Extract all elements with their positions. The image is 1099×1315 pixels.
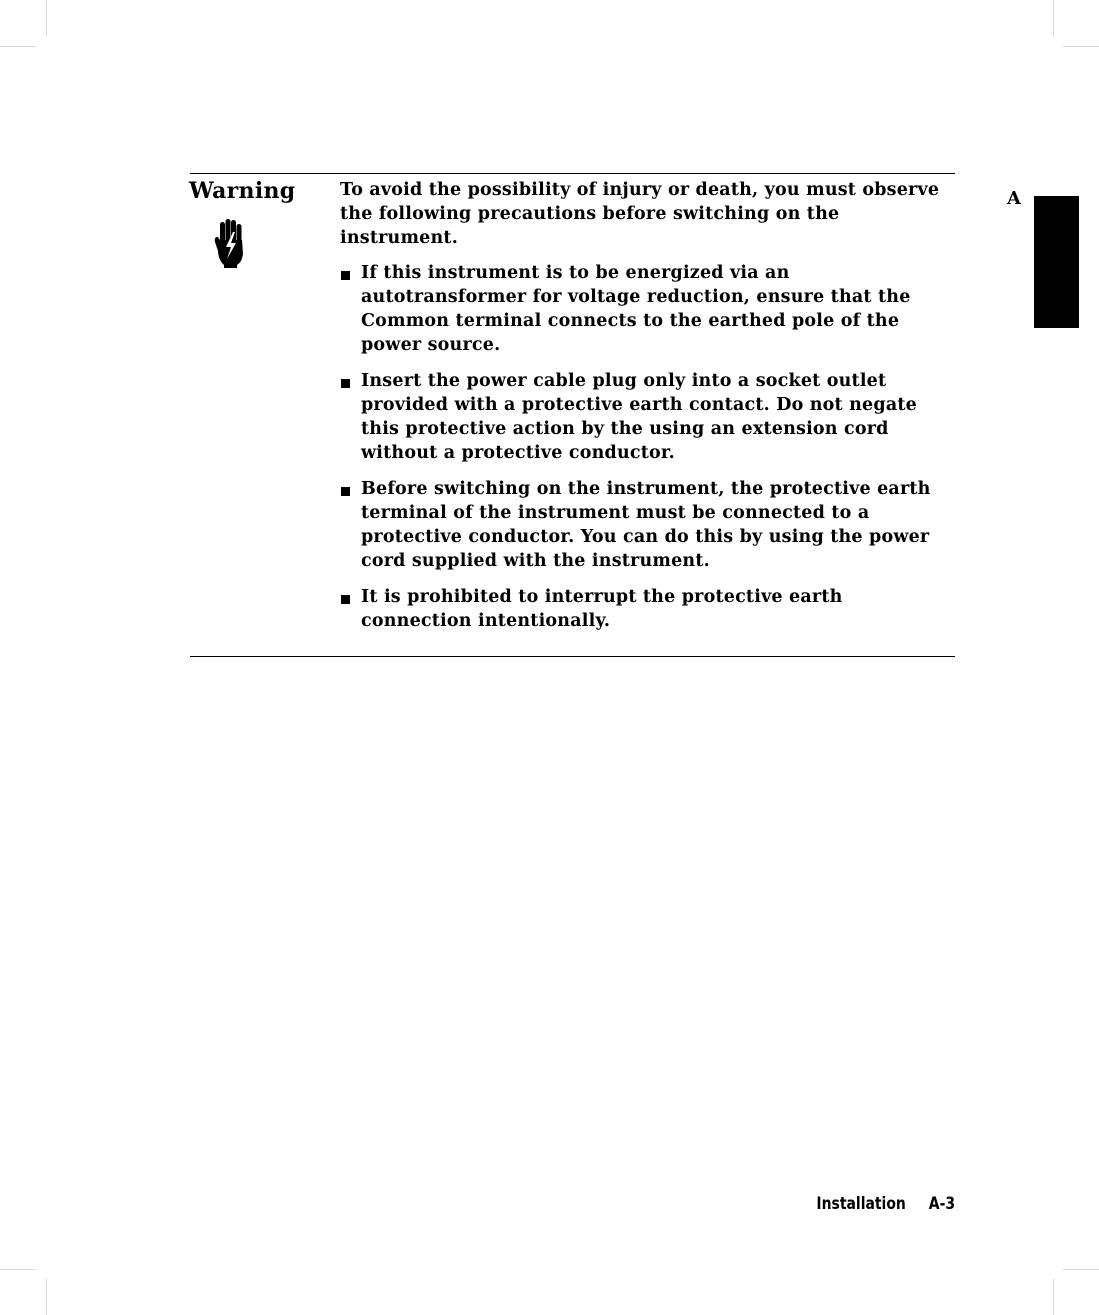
- list-item-text: Insert the power cable plug only into a socket outlet provided with a protective earth contact. Do not negate this protective action by the using an extension cord without a protective conductor.: [361, 371, 917, 463]
- crop-mark: [0, 46, 36, 47]
- list-item: [340, 585, 950, 633]
- list-item: [340, 261, 950, 357]
- precaution-list: [340, 261, 950, 633]
- crop-mark: [1063, 46, 1099, 47]
- square-bullet-icon: [341, 487, 350, 496]
- warning-intro: To avoid the possibility of injury or death, you must observe the following precautions before switching on the instrument.: [340, 180, 940, 248]
- crop-mark: [46, 1279, 47, 1315]
- hand-warning-icon: [213, 218, 249, 270]
- footer-section: Installation: [816, 1194, 906, 1214]
- square-bullet-icon: [341, 595, 350, 604]
- list-item: [340, 369, 950, 465]
- list-item-text: If this instrument is to be energized via an autotransformer for voltage reduction, ensure that the Common terminal connects to the earthed pole of the power source.: [361, 263, 911, 355]
- page-footer: [816, 1194, 955, 1214]
- section-tab-marker: [1034, 196, 1079, 328]
- warning-body: [340, 178, 950, 645]
- crop-mark: [46, 0, 47, 36]
- square-bullet-icon: [341, 271, 350, 280]
- section-tab-letter: A: [1007, 188, 1021, 209]
- list-item: [340, 477, 950, 573]
- bottom-rule: [190, 656, 955, 657]
- page-number: A-3: [928, 1194, 955, 1214]
- square-bullet-icon: [341, 379, 350, 388]
- crop-mark: [1053, 1279, 1054, 1315]
- crop-mark: [0, 1269, 36, 1270]
- list-item-text: Before switching on the instrument, the protective earth terminal of the instrument must be connected to a protective conductor. You can do this by using the power cord supplied with the instrument.: [361, 479, 931, 571]
- crop-mark: [1063, 1269, 1099, 1270]
- crop-mark: [1053, 0, 1054, 36]
- top-rule: [190, 173, 955, 174]
- list-item-text: It is prohibited to interrupt the protective earth connection intentionally.: [361, 587, 843, 631]
- warning-label: Warning: [189, 178, 296, 204]
